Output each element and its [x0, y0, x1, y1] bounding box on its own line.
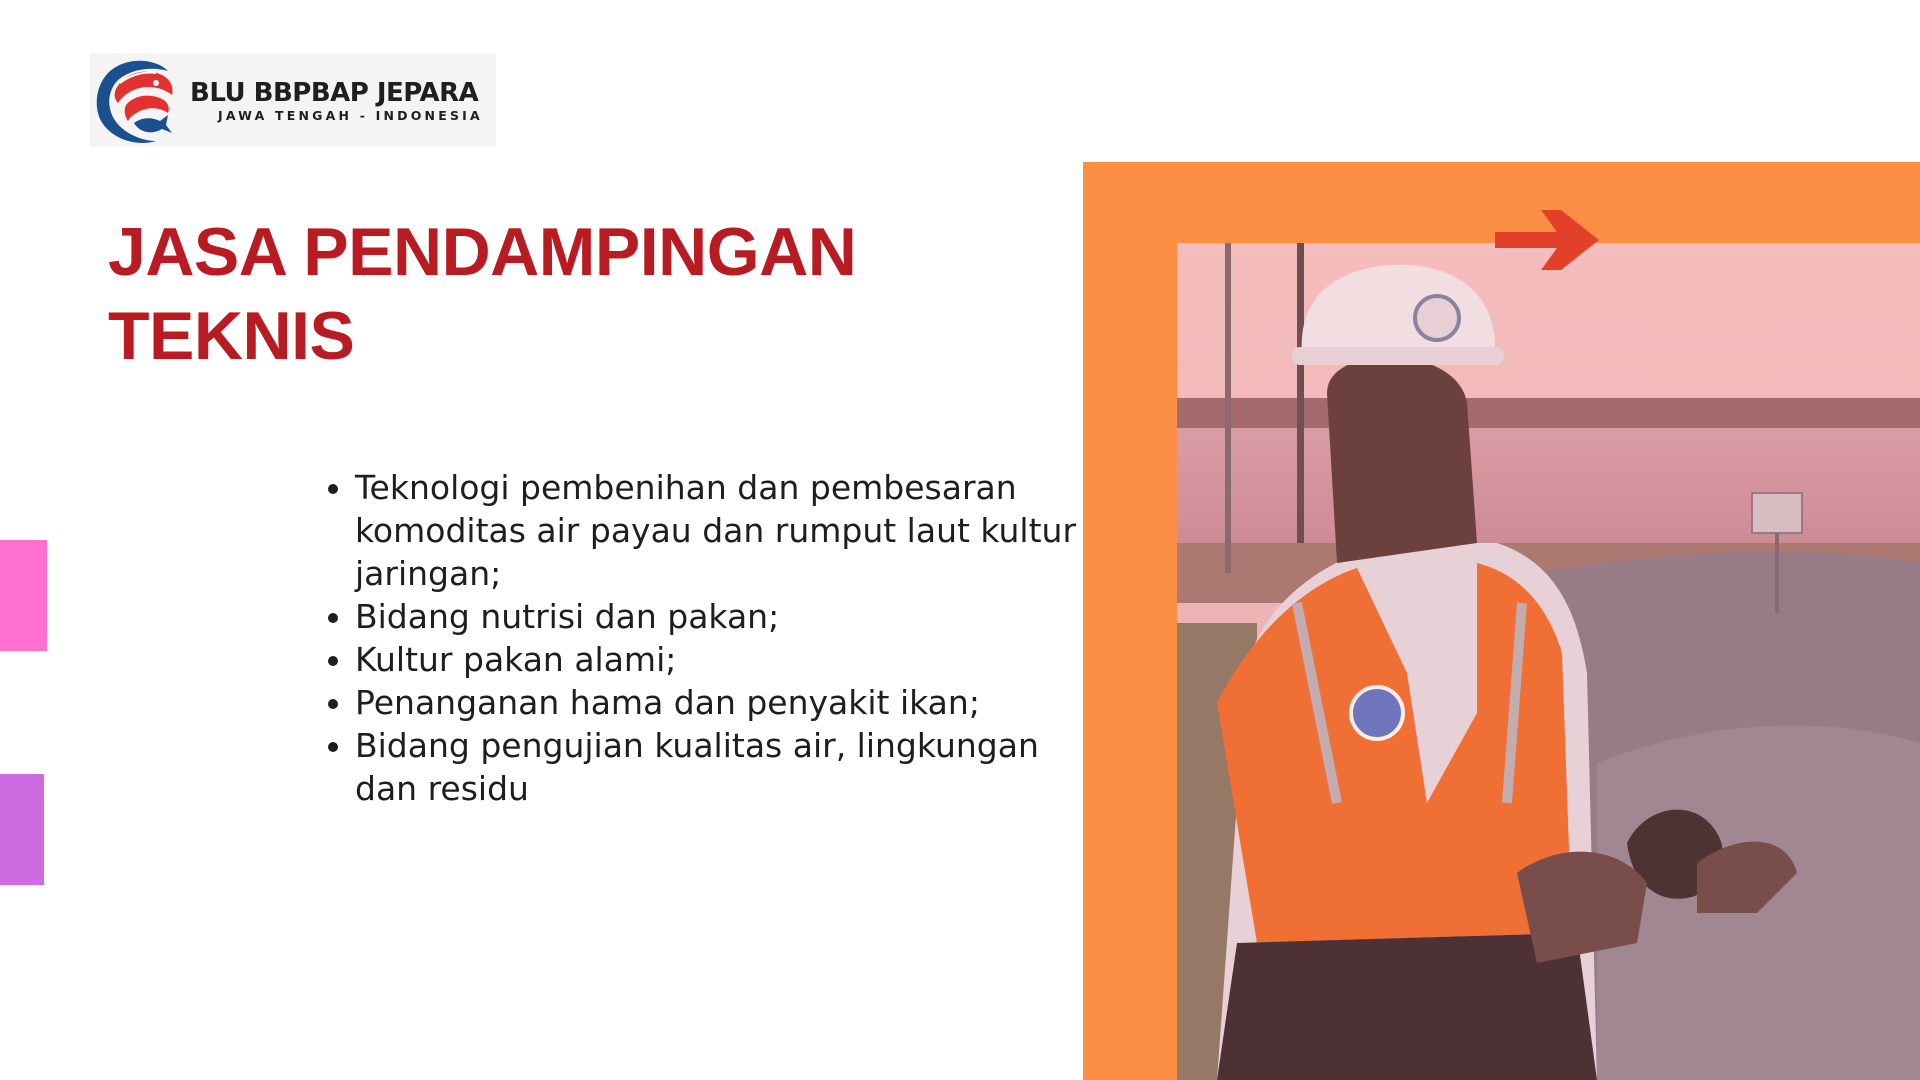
page-title-line-2: TEKNIS [108, 298, 355, 374]
list-item: • Bidang pengujian kualitas air, lingkungan dan residu [355, 724, 1085, 810]
technician-photo [1177, 243, 1920, 1080]
page-title [108, 210, 1008, 378]
list-item: • Kultur pakan alami; [355, 638, 1085, 681]
page-title-line-1: JASA PENDAMPINGAN [108, 214, 857, 290]
list-item: • Teknologi pembenihan dan pembesaran komoditas air payau dan rumput laut kultur jaringan; [355, 466, 1085, 595]
list-item: • Penanganan hama dan penyakit ikan; [355, 681, 1085, 724]
accent-bar-pink [0, 540, 47, 651]
accent-bar-purple [0, 774, 44, 885]
service-list [320, 466, 1085, 810]
shrimp-fish-emblem-icon [90, 53, 180, 147]
logo-name: BLU BBPBAP JEPARA [190, 77, 479, 108]
logo-subtitle: JAWA TENGAH - INDONESIA [218, 107, 483, 123]
arrow-right-icon [1495, 204, 1601, 276]
list-item: • Bidang nutrisi dan pakan; [355, 595, 1085, 638]
logo [90, 53, 496, 147]
